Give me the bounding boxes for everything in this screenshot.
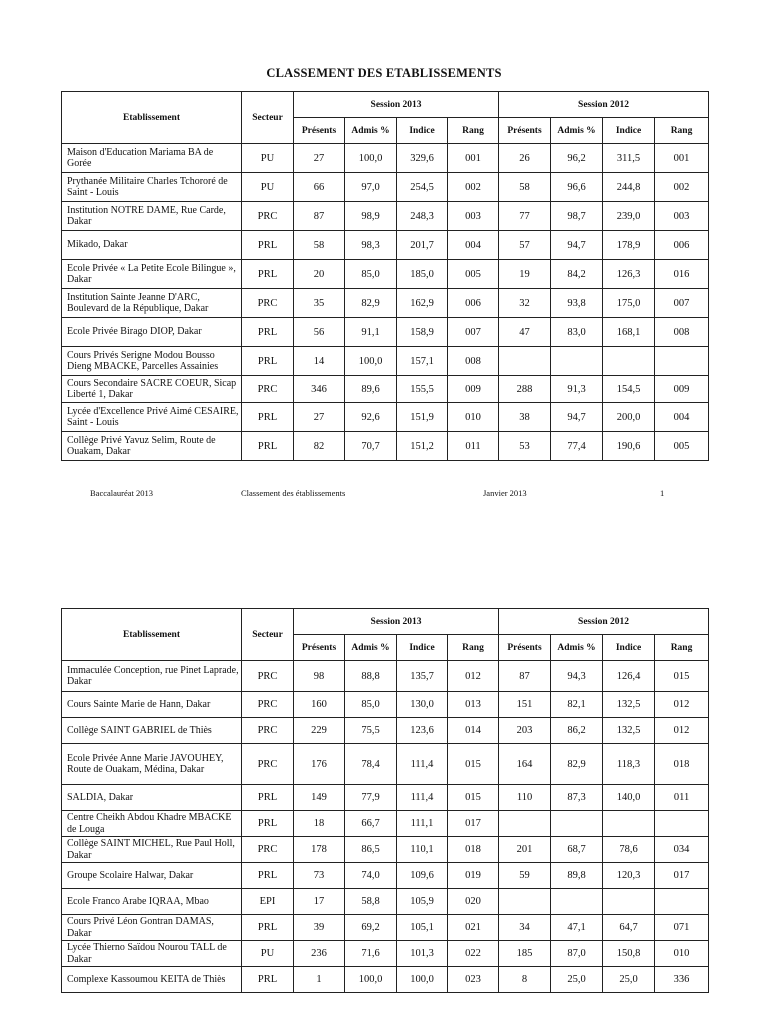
- presents-2012-cell: 32: [499, 289, 551, 318]
- admis-2013-cell: 69,2: [345, 915, 397, 941]
- establishment-name-cell: Lycée d'Excellence Privé Aimé CESAIRE, Saint - Louis: [62, 403, 242, 432]
- rang-2012-cell: 008: [655, 318, 709, 347]
- rang-2012-cell: 012: [655, 718, 709, 744]
- establishment-name-cell: Ecole Privée Anne Marie JAVOUHEY, Route de Ouakam, Médina, Dakar: [62, 744, 242, 785]
- header-indice-2013: Indice: [397, 118, 448, 144]
- admis-2012-cell: 94,7: [551, 403, 603, 432]
- establishment-name-cell: Immaculée Conception, rue Pinet Laprade, Dakar: [62, 661, 242, 692]
- presents-2013-cell: 149: [294, 785, 345, 811]
- indice-2012-cell: 244,8: [603, 173, 655, 202]
- footer-date: Janvier 2013: [483, 488, 527, 498]
- indice-2013-cell: 151,2: [397, 432, 448, 461]
- establishment-name-cell: Cours Secondaire SACRE COEUR, Sicap Liberté 1, Dakar: [62, 376, 242, 403]
- admis-2013-cell: 91,1: [345, 318, 397, 347]
- admis-2012-cell: 82,9: [551, 744, 603, 785]
- rang-2013-cell: 013: [448, 692, 499, 718]
- header-rang-2012: Rang: [655, 118, 709, 144]
- admis-2012-cell: 83,0: [551, 318, 603, 347]
- table-row: [62, 967, 709, 993]
- presents-2012-cell: 8: [499, 967, 551, 993]
- indice-2013-cell: 201,7: [397, 231, 448, 260]
- secteur-cell: PRC: [242, 289, 294, 318]
- presents-2012-cell: 151: [499, 692, 551, 718]
- establishment-name-cell: Cours Sainte Marie de Hann, Dakar: [62, 692, 242, 718]
- indice-2012-cell: 178,9: [603, 231, 655, 260]
- rang-2012-cell: 018: [655, 744, 709, 785]
- indice-2012-cell: 118,3: [603, 744, 655, 785]
- presents-2012-cell: [499, 811, 551, 837]
- rang-2012-cell: 012: [655, 692, 709, 718]
- secteur-cell: PRL: [242, 432, 294, 461]
- rang-2013-cell: 019: [448, 863, 499, 889]
- admis-2013-cell: 89,6: [345, 376, 397, 403]
- indice-2013-cell: 130,0: [397, 692, 448, 718]
- rang-2012-cell: 007: [655, 289, 709, 318]
- table-row: [62, 863, 709, 889]
- rang-2013-cell: 015: [448, 785, 499, 811]
- footer-page-number: 1: [660, 488, 665, 498]
- presents-2013-cell: 27: [294, 144, 345, 173]
- indice-2012-cell: [603, 347, 655, 376]
- secteur-cell: PRC: [242, 202, 294, 231]
- table-row: [62, 915, 709, 941]
- rang-2012-cell: 015: [655, 661, 709, 692]
- table-row: [62, 941, 709, 967]
- secteur-cell: PRC: [242, 376, 294, 403]
- presents-2013-cell: 346: [294, 376, 345, 403]
- header-rang-2013: Rang: [448, 118, 499, 144]
- indice-2012-cell: 200,0: [603, 403, 655, 432]
- indice-2012-cell: 168,1: [603, 318, 655, 347]
- footer-left: Baccalauréat 2013: [90, 488, 154, 498]
- rang-2013-cell: 023: [448, 967, 499, 993]
- establishment-name-cell: Mikado, Dakar: [62, 231, 242, 260]
- presents-2012-cell: 185: [499, 941, 551, 967]
- presents-2012-cell: 34: [499, 915, 551, 941]
- secteur-cell: PRL: [242, 231, 294, 260]
- establishment-name-cell: Ecole Privée « La Petite Ecole Bilingue », Dakar: [62, 260, 242, 289]
- admis-2012-cell: [551, 347, 603, 376]
- indice-2012-cell: 78,6: [603, 837, 655, 863]
- table-row: [62, 231, 709, 260]
- secteur-cell: PRL: [242, 863, 294, 889]
- indice-2012-cell: 132,5: [603, 718, 655, 744]
- presents-2012-cell: 77: [499, 202, 551, 231]
- indice-2012-cell: 175,0: [603, 289, 655, 318]
- header-indice-2013: Indice: [397, 635, 448, 661]
- indice-2013-cell: 135,7: [397, 661, 448, 692]
- admis-2013-cell: 85,0: [345, 260, 397, 289]
- indice-2013-cell: 155,5: [397, 376, 448, 403]
- establishment-name-cell: Ecole Privée Birago DIOP, Dakar: [62, 318, 242, 347]
- rang-2013-cell: 010: [448, 403, 499, 432]
- admis-2012-cell: 47,1: [551, 915, 603, 941]
- presents-2013-cell: 39: [294, 915, 345, 941]
- admis-2013-cell: 98,3: [345, 231, 397, 260]
- secteur-cell: PRC: [242, 744, 294, 785]
- presents-2012-cell: 203: [499, 718, 551, 744]
- header-rang-2012: Rang: [655, 635, 709, 661]
- admis-2013-cell: 78,4: [345, 744, 397, 785]
- presents-2013-cell: 73: [294, 863, 345, 889]
- presents-2013-cell: 82: [294, 432, 345, 461]
- header-session-2013: Session 2013: [294, 609, 499, 635]
- rang-2013-cell: 003: [448, 202, 499, 231]
- admis-2012-cell: 25,0: [551, 967, 603, 993]
- indice-2013-cell: 111,4: [397, 744, 448, 785]
- admis-2013-cell: 100,0: [345, 967, 397, 993]
- rang-2013-cell: 004: [448, 231, 499, 260]
- establishment-name-cell: Prythanée Militaire Charles Tchororé de Saint - Louis: [62, 173, 242, 202]
- admis-2012-cell: 94,7: [551, 231, 603, 260]
- presents-2013-cell: 176: [294, 744, 345, 785]
- establishment-name-cell: Maison d'Education Mariama BA de Gorée: [62, 144, 242, 173]
- ranking-table-1: [61, 91, 709, 461]
- secteur-cell: PRL: [242, 318, 294, 347]
- header-admis-2013: Admis %: [345, 118, 397, 144]
- establishment-name-cell: Cours Privés Serigne Modou Bousso Dieng MBACKE, Parcelles Assainies: [62, 347, 242, 376]
- admis-2013-cell: 70,7: [345, 432, 397, 461]
- admis-2013-cell: 100,0: [345, 144, 397, 173]
- rang-2013-cell: 014: [448, 718, 499, 744]
- presents-2013-cell: 66: [294, 173, 345, 202]
- admis-2012-cell: 96,6: [551, 173, 603, 202]
- table-row: [62, 811, 709, 837]
- presents-2012-cell: 47: [499, 318, 551, 347]
- footer-center: Classement des établissements: [241, 488, 346, 498]
- table-row: [62, 718, 709, 744]
- admis-2012-cell: 96,2: [551, 144, 603, 173]
- rang-2012-cell: [655, 347, 709, 376]
- admis-2012-cell: 84,2: [551, 260, 603, 289]
- indice-2013-cell: 162,9: [397, 289, 448, 318]
- table-row: [62, 318, 709, 347]
- rang-2012-cell: 001: [655, 144, 709, 173]
- rang-2013-cell: 007: [448, 318, 499, 347]
- rang-2013-cell: 009: [448, 376, 499, 403]
- indice-2013-cell: 105,9: [397, 889, 448, 915]
- establishment-name-cell: Lycée Thierno Saïdou Nourou TALL de Dakar: [62, 941, 242, 967]
- secteur-cell: PRL: [242, 260, 294, 289]
- secteur-cell: PU: [242, 941, 294, 967]
- indice-2012-cell: [603, 889, 655, 915]
- secteur-cell: PRC: [242, 692, 294, 718]
- rang-2012-cell: 002: [655, 173, 709, 202]
- establishment-name-cell: Institution NOTRE DAME, Rue Carde, Dakar: [62, 202, 242, 231]
- admis-2012-cell: 87,3: [551, 785, 603, 811]
- table-row: [62, 889, 709, 915]
- table-row: [62, 173, 709, 202]
- establishment-name-cell: Collège SAINT GABRIEL de Thiès: [62, 718, 242, 744]
- rang-2013-cell: 005: [448, 260, 499, 289]
- header-etablissement: Etablissement: [62, 609, 242, 661]
- indice-2012-cell: 140,0: [603, 785, 655, 811]
- table-row: [62, 744, 709, 785]
- table-row: [62, 661, 709, 692]
- establishment-name-cell: SALDIA, Dakar: [62, 785, 242, 811]
- rang-2013-cell: 018: [448, 837, 499, 863]
- presents-2013-cell: 58: [294, 231, 345, 260]
- rang-2013-cell: 001: [448, 144, 499, 173]
- admis-2013-cell: 74,0: [345, 863, 397, 889]
- secteur-cell: PRC: [242, 718, 294, 744]
- presents-2012-cell: [499, 347, 551, 376]
- rang-2013-cell: 012: [448, 661, 499, 692]
- presents-2012-cell: 59: [499, 863, 551, 889]
- presents-2012-cell: 26: [499, 144, 551, 173]
- secteur-cell: PU: [242, 144, 294, 173]
- header-presents-2012: Présents: [499, 118, 551, 144]
- header-session-2012: Session 2012: [499, 92, 709, 118]
- indice-2012-cell: 150,8: [603, 941, 655, 967]
- admis-2013-cell: 97,0: [345, 173, 397, 202]
- admis-2012-cell: 68,7: [551, 837, 603, 863]
- secteur-cell: PRL: [242, 347, 294, 376]
- presents-2012-cell: 110: [499, 785, 551, 811]
- table-row: [62, 289, 709, 318]
- header-admis-2012: Admis %: [551, 635, 603, 661]
- admis-2012-cell: [551, 811, 603, 837]
- table-2-body: [62, 661, 709, 993]
- admis-2013-cell: 100,0: [345, 347, 397, 376]
- header-secteur: Secteur: [242, 92, 294, 144]
- presents-2012-cell: 201: [499, 837, 551, 863]
- presents-2012-cell: 288: [499, 376, 551, 403]
- rang-2012-cell: 071: [655, 915, 709, 941]
- rang-2013-cell: 020: [448, 889, 499, 915]
- rang-2013-cell: 011: [448, 432, 499, 461]
- establishment-name-cell: Ecole Franco Arabe IQRAA, Mbao: [62, 889, 242, 915]
- table-row: [62, 347, 709, 376]
- secteur-cell: PRL: [242, 403, 294, 432]
- indice-2012-cell: 126,3: [603, 260, 655, 289]
- presents-2013-cell: 27: [294, 403, 345, 432]
- header-secteur: Secteur: [242, 609, 294, 661]
- page-title: CLASSEMENT DES ETABLISSEMENTS: [266, 66, 502, 80]
- indice-2013-cell: 248,3: [397, 202, 448, 231]
- indice-2012-cell: 126,4: [603, 661, 655, 692]
- presents-2013-cell: 229: [294, 718, 345, 744]
- establishment-name-cell: Institution Sainte Jeanne D'ARC, Boulevard de la République, Dakar: [62, 289, 242, 318]
- secteur-cell: PRC: [242, 837, 294, 863]
- rang-2013-cell: 017: [448, 811, 499, 837]
- establishment-name-cell: Groupe Scolaire Halwar, Dakar: [62, 863, 242, 889]
- indice-2013-cell: 110,1: [397, 837, 448, 863]
- table-row: [62, 144, 709, 173]
- presents-2012-cell: 38: [499, 403, 551, 432]
- rang-2012-cell: 010: [655, 941, 709, 967]
- presents-2012-cell: 87: [499, 661, 551, 692]
- admis-2012-cell: 91,3: [551, 376, 603, 403]
- rang-2012-cell: 006: [655, 231, 709, 260]
- presents-2013-cell: 18: [294, 811, 345, 837]
- header-rang-2013: Rang: [448, 635, 499, 661]
- indice-2013-cell: 109,6: [397, 863, 448, 889]
- admis-2012-cell: [551, 889, 603, 915]
- indice-2012-cell: [603, 811, 655, 837]
- admis-2013-cell: 88,8: [345, 661, 397, 692]
- header-session-2012: Session 2012: [499, 609, 709, 635]
- admis-2012-cell: 82,1: [551, 692, 603, 718]
- header-admis-2013: Admis %: [345, 635, 397, 661]
- indice-2012-cell: 154,5: [603, 376, 655, 403]
- establishment-name-cell: Complexe Kassoumou KEITA de Thiès: [62, 967, 242, 993]
- secteur-cell: PRC: [242, 661, 294, 692]
- admis-2012-cell: 87,0: [551, 941, 603, 967]
- rang-2013-cell: 008: [448, 347, 499, 376]
- secteur-cell: PRL: [242, 915, 294, 941]
- presents-2013-cell: 35: [294, 289, 345, 318]
- admis-2012-cell: 77,4: [551, 432, 603, 461]
- rang-2012-cell: 017: [655, 863, 709, 889]
- rang-2013-cell: 006: [448, 289, 499, 318]
- rang-2012-cell: 336: [655, 967, 709, 993]
- admis-2013-cell: 86,5: [345, 837, 397, 863]
- rang-2012-cell: [655, 811, 709, 837]
- table-row: [62, 260, 709, 289]
- indice-2013-cell: 254,5: [397, 173, 448, 202]
- header-admis-2012: Admis %: [551, 118, 603, 144]
- indice-2013-cell: 157,1: [397, 347, 448, 376]
- header-indice-2012: Indice: [603, 635, 655, 661]
- indice-2012-cell: 311,5: [603, 144, 655, 173]
- presents-2013-cell: 20: [294, 260, 345, 289]
- rang-2013-cell: 021: [448, 915, 499, 941]
- rang-2012-cell: 034: [655, 837, 709, 863]
- rang-2012-cell: 005: [655, 432, 709, 461]
- rang-2013-cell: 015: [448, 744, 499, 785]
- indice-2013-cell: 111,4: [397, 785, 448, 811]
- establishment-name-cell: Centre Cheikh Abdou Khadre MBACKE de Louga: [62, 811, 242, 837]
- presents-2013-cell: 14: [294, 347, 345, 376]
- admis-2012-cell: 98,7: [551, 202, 603, 231]
- indice-2013-cell: 105,1: [397, 915, 448, 941]
- admis-2013-cell: 77,9: [345, 785, 397, 811]
- header-indice-2012: Indice: [603, 118, 655, 144]
- ranking-table-2: [61, 608, 709, 993]
- indice-2013-cell: 185,0: [397, 260, 448, 289]
- header-session-2013: Session 2013: [294, 92, 499, 118]
- table-row: [62, 785, 709, 811]
- rang-2012-cell: 004: [655, 403, 709, 432]
- rang-2013-cell: 022: [448, 941, 499, 967]
- indice-2013-cell: 329,6: [397, 144, 448, 173]
- rang-2012-cell: 011: [655, 785, 709, 811]
- presents-2012-cell: 53: [499, 432, 551, 461]
- indice-2012-cell: 25,0: [603, 967, 655, 993]
- header-presents-2012: Présents: [499, 635, 551, 661]
- presents-2012-cell: 57: [499, 231, 551, 260]
- establishment-name-cell: Cours Privé Léon Gontran DAMAS, Dakar: [62, 915, 242, 941]
- table-row: [62, 837, 709, 863]
- admis-2013-cell: 98,9: [345, 202, 397, 231]
- admis-2012-cell: 94,3: [551, 661, 603, 692]
- secteur-cell: PRL: [242, 967, 294, 993]
- indice-2013-cell: 158,9: [397, 318, 448, 347]
- secteur-cell: PRL: [242, 785, 294, 811]
- table-row: [62, 376, 709, 403]
- presents-2013-cell: 87: [294, 202, 345, 231]
- admis-2013-cell: 71,6: [345, 941, 397, 967]
- table-row: [62, 403, 709, 432]
- presents-2013-cell: 98: [294, 661, 345, 692]
- indice-2012-cell: 190,6: [603, 432, 655, 461]
- rang-2012-cell: 003: [655, 202, 709, 231]
- presents-2013-cell: 160: [294, 692, 345, 718]
- indice-2012-cell: 64,7: [603, 915, 655, 941]
- admis-2012-cell: 86,2: [551, 718, 603, 744]
- header-presents-2013: Présents: [294, 118, 345, 144]
- indice-2012-cell: 132,5: [603, 692, 655, 718]
- establishment-name-cell: Collège SAINT MICHEL, Rue Paul Holl, Dakar: [62, 837, 242, 863]
- indice-2013-cell: 101,3: [397, 941, 448, 967]
- presents-2013-cell: 17: [294, 889, 345, 915]
- table-row: [62, 692, 709, 718]
- table-1-body: [62, 144, 709, 461]
- table-row: [62, 432, 709, 461]
- presents-2013-cell: 56: [294, 318, 345, 347]
- indice-2013-cell: 151,9: [397, 403, 448, 432]
- indice-2012-cell: 239,0: [603, 202, 655, 231]
- rang-2013-cell: 002: [448, 173, 499, 202]
- admis-2013-cell: 75,5: [345, 718, 397, 744]
- admis-2013-cell: 66,7: [345, 811, 397, 837]
- presents-2013-cell: 236: [294, 941, 345, 967]
- rang-2012-cell: 016: [655, 260, 709, 289]
- admis-2013-cell: 85,0: [345, 692, 397, 718]
- rang-2012-cell: [655, 889, 709, 915]
- secteur-cell: EPI: [242, 889, 294, 915]
- presents-2013-cell: 178: [294, 837, 345, 863]
- presents-2012-cell: 58: [499, 173, 551, 202]
- presents-2012-cell: 164: [499, 744, 551, 785]
- header-presents-2013: Présents: [294, 635, 345, 661]
- admis-2012-cell: 93,8: [551, 289, 603, 318]
- indice-2013-cell: 111,1: [397, 811, 448, 837]
- presents-2012-cell: 19: [499, 260, 551, 289]
- header-etablissement: Etablissement: [62, 92, 242, 144]
- table-row: [62, 202, 709, 231]
- rang-2012-cell: 009: [655, 376, 709, 403]
- indice-2013-cell: 123,6: [397, 718, 448, 744]
- secteur-cell: PU: [242, 173, 294, 202]
- admis-2013-cell: 82,9: [345, 289, 397, 318]
- secteur-cell: PRL: [242, 811, 294, 837]
- admis-2012-cell: 89,8: [551, 863, 603, 889]
- establishment-name-cell: Collège Privé Yavuz Selim, Route de Ouakam, Dakar: [62, 432, 242, 461]
- admis-2013-cell: 92,6: [345, 403, 397, 432]
- admis-2013-cell: 58,8: [345, 889, 397, 915]
- presents-2013-cell: 1: [294, 967, 345, 993]
- presents-2012-cell: [499, 889, 551, 915]
- indice-2013-cell: 100,0: [397, 967, 448, 993]
- indice-2012-cell: 120,3: [603, 863, 655, 889]
